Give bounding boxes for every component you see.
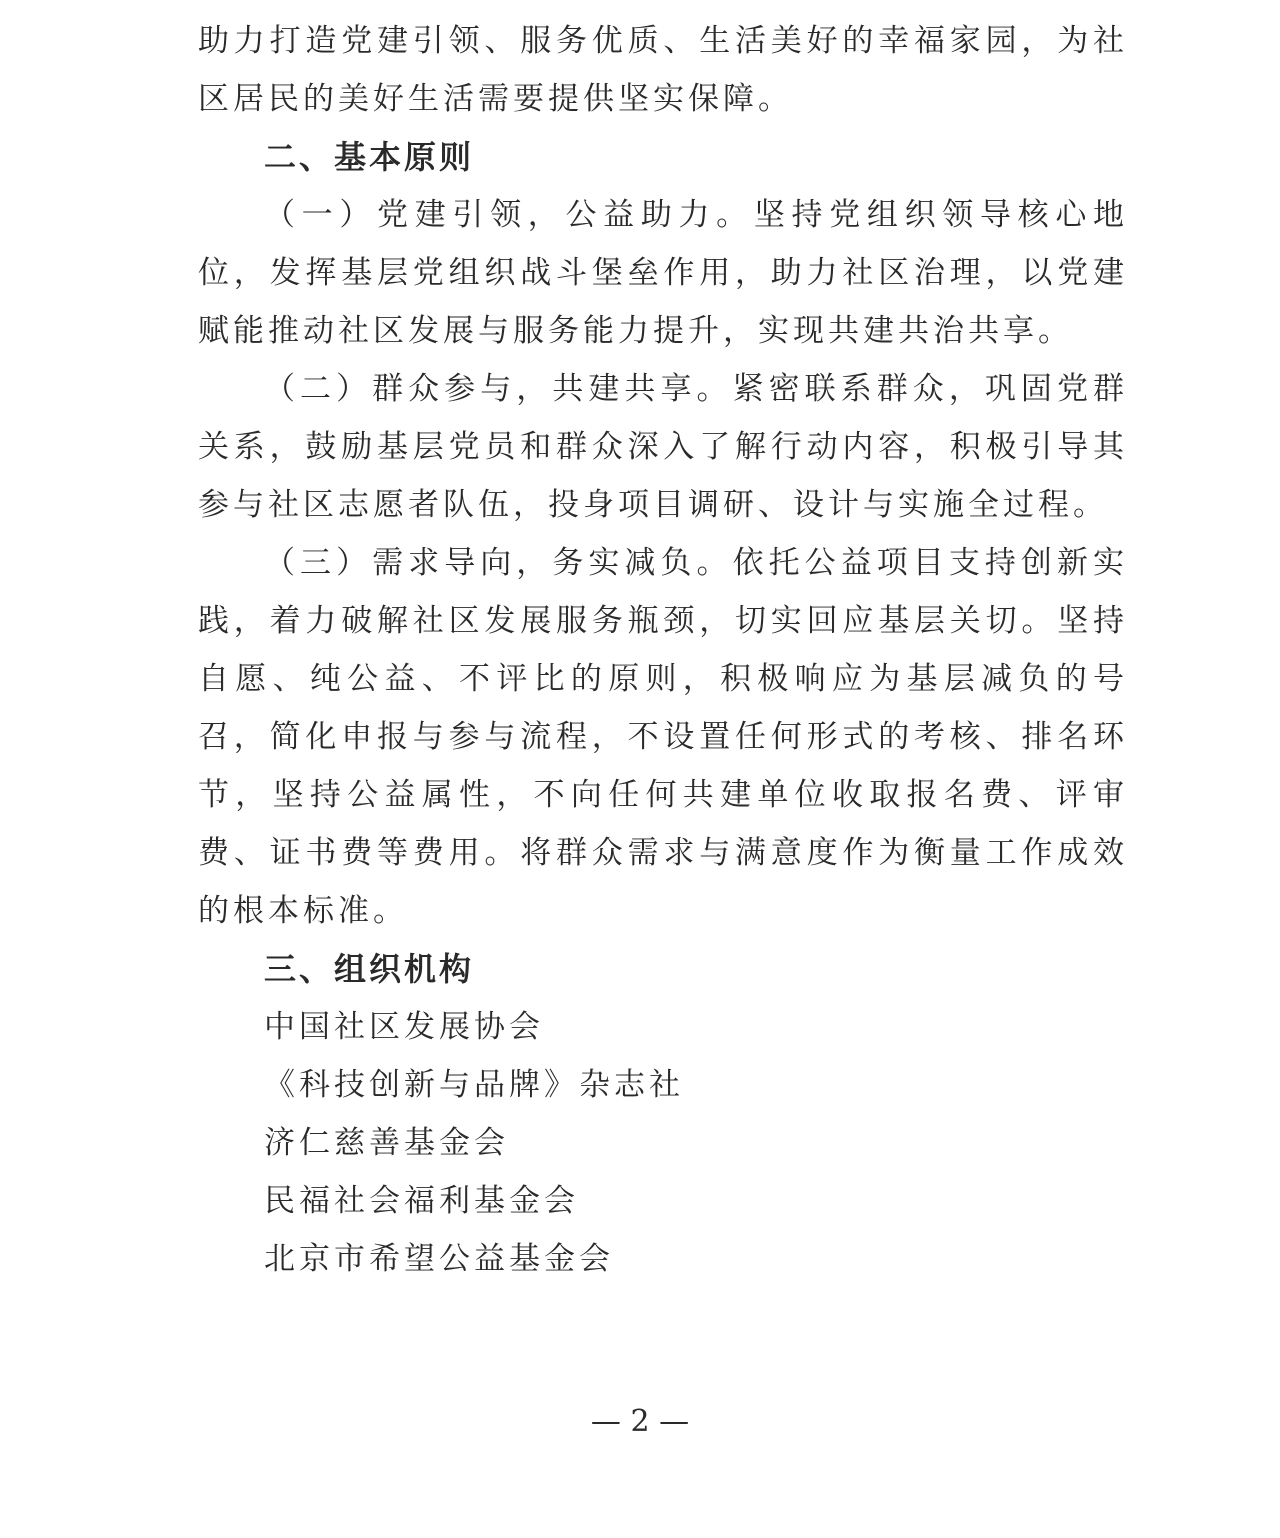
organization-item: 济仁慈善基金会	[264, 1125, 509, 1161]
intro-paragraph: 助力打造党建引领、服务优质、生活美好的幸福家园，为社区居民的美好生活需要提供坚实保障。	[198, 23, 1128, 117]
principle-paragraph-3: （三）需求导向，务实减负。依托公益项目支持创新实践，着力破解社区发展服务瓶颈，切实回应基层关切。坚持自愿、纯公益、不评比的原则，积极响应为基层减负的号召，简化申报与参与流程，不设置任何形式的考核、排名环节，坚持公益属性，不向任何共建单位收取报名费、评审费、证书费等费用。将群众需求与满意度作为衡量工作成效的根本标准。	[198, 545, 1128, 929]
organization-list	[198, 998, 1128, 1288]
organization-item: 民福社会福利基金会	[264, 1183, 579, 1219]
principle-paragraph-2: （二）群众参与，共建共享。紧密联系群众，巩固党群关系，鼓励基层党员和群众深入了解行动内容，积极引导其参与社区志愿者队伍，投身项目调研、设计与实施全过程。	[198, 371, 1128, 523]
organization-item: 《科技创新与品牌》杂志社	[264, 1067, 684, 1103]
page-number: — 2 —	[590, 1404, 690, 1439]
organization-item: 中国社区发展协会	[264, 1009, 544, 1045]
document-body	[198, 12, 1128, 1288]
section-heading-principles: 二、基本原则	[264, 138, 475, 176]
section-heading-organizations: 三、组织机构	[264, 950, 475, 988]
organization-item: 北京市希望公益基金会	[264, 1241, 614, 1277]
principle-paragraph-1: （一）党建引领，公益助力。坚持党组织领导核心地位，发挥基层党组织战斗堡垒作用，助力社区治理，以党建赋能推动社区发展与服务能力提升，实现共建共治共享。	[198, 197, 1128, 349]
